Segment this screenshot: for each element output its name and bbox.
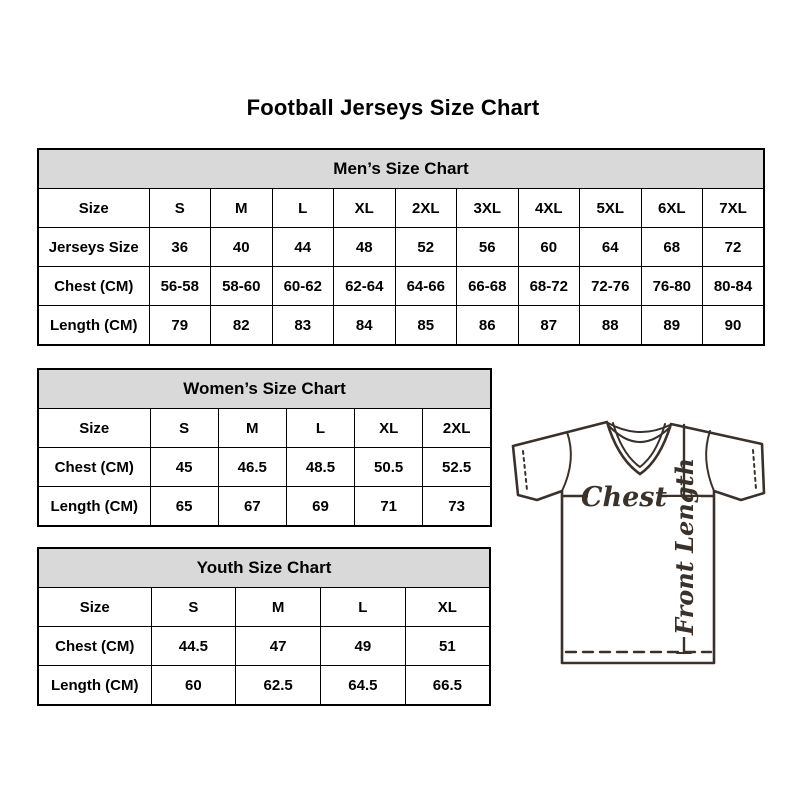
size-cell: 4XL bbox=[518, 189, 580, 228]
jersey-collar-arc-outer bbox=[608, 423, 670, 432]
row-label: Size bbox=[38, 189, 149, 228]
youth-table-row bbox=[38, 627, 490, 666]
size-cell: 60-62 bbox=[272, 267, 334, 306]
size-cell: 3XL bbox=[457, 189, 519, 228]
size-cell: 66.5 bbox=[405, 666, 490, 706]
size-cell: 46.5 bbox=[218, 448, 286, 487]
womens-size-table-body bbox=[38, 369, 491, 526]
size-cell: 2XL bbox=[395, 189, 457, 228]
size-cell: 88 bbox=[580, 306, 642, 346]
size-cell: 86 bbox=[457, 306, 519, 346]
size-cell: 64.5 bbox=[321, 666, 406, 706]
size-cell: 66-68 bbox=[457, 267, 519, 306]
men-table-row bbox=[38, 228, 764, 267]
size-cell: 49 bbox=[321, 627, 406, 666]
men-table-row bbox=[38, 189, 764, 228]
size-cell: 48.5 bbox=[286, 448, 354, 487]
size-cell: 62-64 bbox=[334, 267, 396, 306]
jersey-left-armhole-seam bbox=[562, 432, 571, 491]
size-cell: 51 bbox=[405, 627, 490, 666]
size-cell: 82 bbox=[211, 306, 273, 346]
mens-size-table bbox=[37, 148, 765, 346]
size-cell: 6XL bbox=[641, 189, 703, 228]
women-table-row bbox=[38, 487, 491, 527]
front-length-label: Front Length bbox=[670, 457, 699, 635]
size-cell: L bbox=[286, 409, 354, 448]
women-table-row bbox=[38, 409, 491, 448]
size-cell: 52.5 bbox=[423, 448, 491, 487]
size-cell: 58-60 bbox=[211, 267, 273, 306]
size-cell: 67 bbox=[218, 487, 286, 527]
size-cell: 36 bbox=[149, 228, 211, 267]
size-cell: 72 bbox=[703, 228, 765, 267]
size-cell: 68 bbox=[641, 228, 703, 267]
size-cell: 40 bbox=[211, 228, 273, 267]
size-cell: 48 bbox=[334, 228, 396, 267]
jersey-left-cuff-dashed-seam bbox=[523, 451, 527, 490]
size-cell: 69 bbox=[286, 487, 354, 527]
chest-label: Chest bbox=[581, 482, 667, 513]
size-cell: XL bbox=[405, 588, 490, 627]
womens-size-table bbox=[37, 368, 492, 527]
youth-size-table-body bbox=[38, 548, 490, 705]
size-cell: 44.5 bbox=[151, 627, 236, 666]
women-table-title: Women’s Size Chart bbox=[38, 369, 491, 409]
size-cell: 56 bbox=[457, 228, 519, 267]
size-cell: 73 bbox=[423, 487, 491, 527]
row-label: Length (CM) bbox=[38, 306, 149, 346]
size-cell: 68-72 bbox=[518, 267, 580, 306]
mens-size-table-body bbox=[38, 149, 764, 345]
size-cell: 5XL bbox=[580, 189, 642, 228]
youth-size-table bbox=[37, 547, 491, 706]
jersey-right-cuff-dashed-seam bbox=[753, 450, 756, 489]
size-cell: 64-66 bbox=[395, 267, 457, 306]
size-cell: 62.5 bbox=[236, 666, 321, 706]
size-cell: L bbox=[321, 588, 406, 627]
row-label: Chest (CM) bbox=[38, 448, 150, 487]
size-cell: 89 bbox=[641, 306, 703, 346]
jersey-diagram bbox=[498, 408, 782, 674]
row-label: Chest (CM) bbox=[38, 267, 149, 306]
size-cell: 72-76 bbox=[580, 267, 642, 306]
size-cell: 52 bbox=[395, 228, 457, 267]
jersey-right-armhole-seam bbox=[706, 431, 714, 491]
youth-table-row bbox=[38, 588, 490, 627]
size-cell: L bbox=[272, 189, 334, 228]
size-cell: 65 bbox=[150, 487, 218, 527]
size-cell: 2XL bbox=[423, 409, 491, 448]
size-cell: 76-80 bbox=[641, 267, 703, 306]
page-title: Football Jerseys Size Chart bbox=[246, 95, 540, 120]
size-cell: 85 bbox=[395, 306, 457, 346]
women-table-row bbox=[38, 448, 491, 487]
size-cell: S bbox=[150, 409, 218, 448]
jersey-outline bbox=[513, 422, 764, 663]
size-cell: 71 bbox=[355, 487, 423, 527]
men-table-title: Men’s Size Chart bbox=[38, 149, 764, 189]
size-cell: 64 bbox=[580, 228, 642, 267]
row-label: Size bbox=[38, 588, 151, 627]
size-cell: 87 bbox=[518, 306, 580, 346]
size-cell: XL bbox=[355, 409, 423, 448]
size-cell: S bbox=[149, 189, 211, 228]
row-label: Chest (CM) bbox=[38, 627, 151, 666]
row-label: Length (CM) bbox=[38, 666, 151, 706]
youth-table-title: Youth Size Chart bbox=[38, 548, 490, 588]
size-cell: 84 bbox=[334, 306, 396, 346]
size-cell: M bbox=[236, 588, 321, 627]
row-label: Jerseys Size bbox=[38, 228, 149, 267]
size-cell: 90 bbox=[703, 306, 765, 346]
size-cell: 45 bbox=[150, 448, 218, 487]
size-cell: 56-58 bbox=[149, 267, 211, 306]
size-cell: 60 bbox=[518, 228, 580, 267]
size-cell: 44 bbox=[272, 228, 334, 267]
size-cell: 83 bbox=[272, 306, 334, 346]
size-cell: 47 bbox=[236, 627, 321, 666]
size-cell: M bbox=[211, 189, 273, 228]
size-cell: 50.5 bbox=[355, 448, 423, 487]
size-cell: XL bbox=[334, 189, 396, 228]
size-cell: 60 bbox=[151, 666, 236, 706]
men-table-row bbox=[38, 267, 764, 306]
size-cell: 79 bbox=[149, 306, 211, 346]
size-cell: S bbox=[151, 588, 236, 627]
size-cell: 7XL bbox=[703, 189, 765, 228]
row-label: Length (CM) bbox=[38, 487, 150, 527]
size-cell: 80-84 bbox=[703, 267, 765, 306]
row-label: Size bbox=[38, 409, 150, 448]
size-cell: M bbox=[218, 409, 286, 448]
men-table-row bbox=[38, 306, 764, 346]
youth-table-row bbox=[38, 666, 490, 706]
